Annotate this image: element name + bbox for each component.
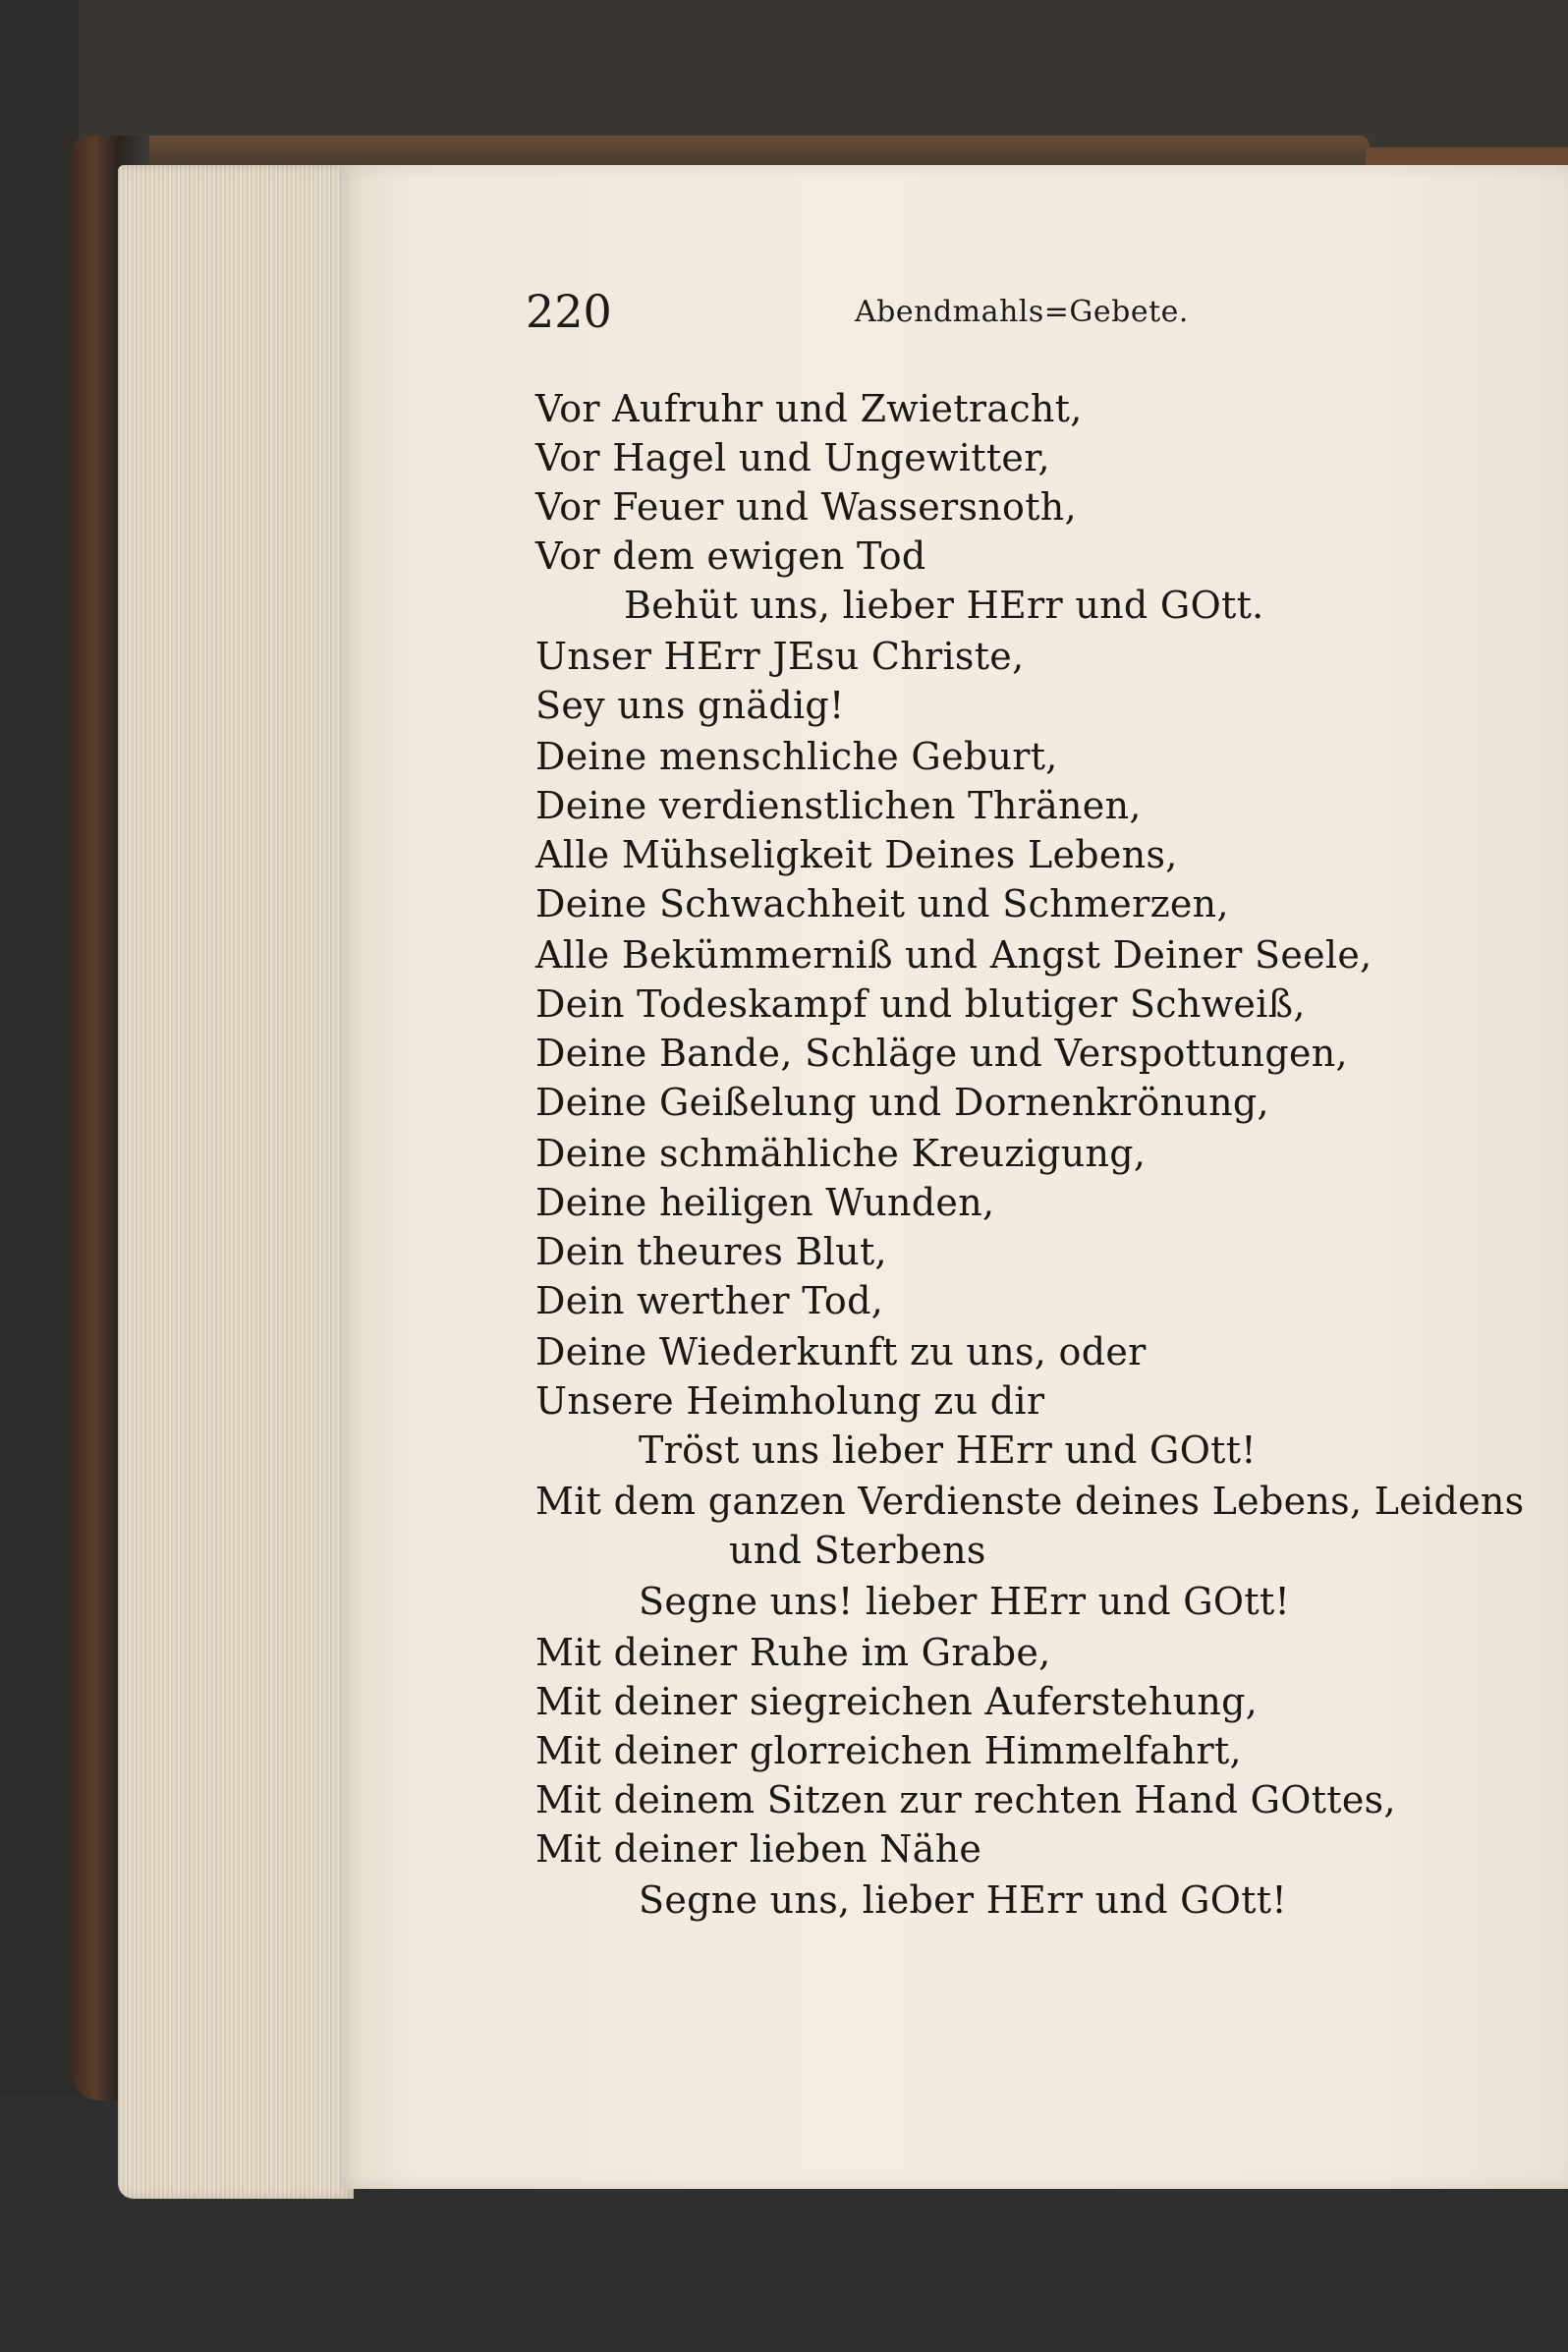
text-line: Tröst uns lieber HErr und GOtt! xyxy=(639,1428,1257,1472)
text-line: Deine Geißelung und Dornenkrönung, xyxy=(535,1081,1269,1124)
text-line: Segne uns, lieber HErr und GOtt! xyxy=(639,1878,1287,1922)
text-line: Behüt uns, lieber HErr und GOtt. xyxy=(624,584,1264,627)
text-line: Segne uns! lieber HErr und GOtt! xyxy=(639,1580,1291,1623)
text-line: Unsere Heimholung zu dir xyxy=(535,1379,1045,1423)
text-line: Mit deiner siegreichen Auferstehung, xyxy=(535,1680,1259,1723)
text-line: Sey uns gnädig! xyxy=(535,684,845,727)
text-line: Vor dem ewigen Tod xyxy=(535,534,926,578)
text-line: Alle Mühseligkeit Deines Lebens, xyxy=(535,833,1178,876)
text-line: Deine menschliche Geburt, xyxy=(535,735,1058,778)
text-line: und Sterbens xyxy=(729,1529,986,1572)
page-edges xyxy=(118,165,354,2199)
text-line: Dein theures Blut, xyxy=(535,1230,887,1273)
text-line: Deine Schwachheit und Schmerzen, xyxy=(535,882,1229,925)
text-line: Vor Aufruhr und Zwietracht, xyxy=(535,387,1083,430)
text-line: Deine Wiederkunft zu uns, oder xyxy=(535,1330,1147,1373)
text-line: Deine heiligen Wunden, xyxy=(535,1181,995,1224)
text-line: Mit dem ganzen Verdienste deines Lebens, Leidens xyxy=(535,1480,1525,1523)
background-left xyxy=(0,0,79,2352)
text-line: Mit deiner glorreichen Himmelfahrt, xyxy=(535,1729,1242,1772)
text-line: Unser HErr JEsu Christe, xyxy=(535,635,1025,678)
text-line: Deine schmähliche Kreuzigung, xyxy=(535,1132,1147,1175)
text-line: Vor Hagel und Ungewitter, xyxy=(535,436,1050,479)
text-line: Vor Feuer und Wassersnoth, xyxy=(535,485,1077,529)
text-line: Deine Bande, Schläge und Verspottungen, xyxy=(535,1032,1348,1075)
page-number: 220 xyxy=(526,285,612,338)
text-line: Mit deiner lieben Nähe xyxy=(535,1827,982,1871)
text-line: Dein Todeskampf und blutiger Schweiß, xyxy=(535,982,1306,1026)
text-line: Mit deiner Ruhe im Grabe, xyxy=(535,1631,1051,1674)
text-line: Deine verdienstlichen Thränen, xyxy=(535,784,1142,827)
text-line: Mit deinem Sitzen zur rechten Hand GOttes, xyxy=(535,1778,1396,1821)
text-line: Dein werther Tod, xyxy=(535,1279,884,1322)
background-top xyxy=(0,0,1568,157)
text-line: Alle Bekümmerniß und Angst Deiner Seele, xyxy=(535,933,1372,977)
running-title: Abendmahls=Gebete. xyxy=(855,295,1189,329)
page-header xyxy=(526,285,1189,344)
